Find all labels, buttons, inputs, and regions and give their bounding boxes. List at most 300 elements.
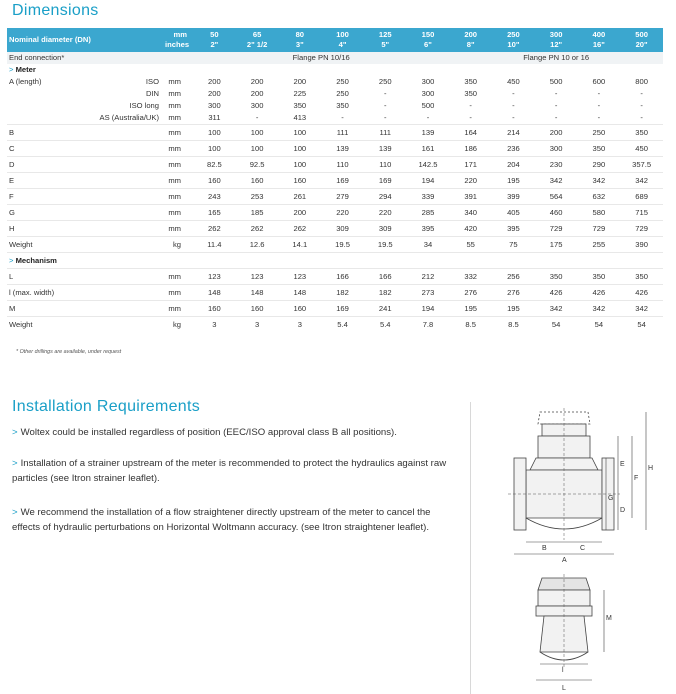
table-cell: 311 [208,113,221,122]
table-cell: 350 [577,141,620,157]
table-row [7,205,663,221]
table-cell: 220 [364,205,407,221]
table-cell: 165 [193,205,236,221]
row-unit: mm [163,285,193,301]
table-cell: 309 [364,221,407,237]
table-cell: 169 [321,301,364,317]
table-cell: 276 [449,285,492,301]
table-row [7,125,663,141]
bullet-arrow-icon: > [12,507,18,518]
table-cell: 729 [535,221,578,237]
table-cell: 100 [278,157,321,173]
table-cell: 5.4 [321,317,364,333]
installation-text: Installation of a strainer upstream of the meter is recommended to protect the hydraulics against raw particles (see Itron strainer leaflet). [12,458,447,484]
table-cell: 276 [492,285,535,301]
row-label [7,100,79,112]
table-cell: 450 [507,77,520,86]
row-standard: ISO long [129,101,160,110]
table-cell: 212 [407,269,450,285]
section-arrow-icon: > [9,65,14,74]
table-cell: - [597,101,601,110]
row-unit: mm [163,141,193,157]
table-cell: 54 [577,317,620,333]
table-cell: 54 [620,317,663,333]
dimension-label: F [634,475,639,482]
table-cell: 342 [535,301,578,317]
row-label: F [7,189,79,205]
unit-mm: mm [173,30,188,39]
table-cell: - [469,113,472,122]
size-mm: 100 [336,30,349,39]
table-cell: - [640,113,643,122]
table-cell: 204 [492,157,535,173]
table-cell: 200 [293,77,307,86]
table-cell: 294 [364,189,407,205]
table-cell: 632 [577,189,620,205]
table-cell: 100 [236,141,279,157]
table-cell: 350 [464,89,478,98]
table-cell: 390 [620,237,663,253]
table-cell: - [255,113,259,122]
table-cell: 7.8 [407,317,450,333]
table-cell: 357.5 [620,157,663,173]
table-cell: 262 [278,221,321,237]
table-cell: 262 [193,221,236,237]
table-cell: 420 [449,221,492,237]
table-cell: - [640,101,643,110]
table-cell: 100 [278,125,321,141]
dimensions-title: Dimensions [12,2,99,19]
dimensions-table [7,28,663,332]
row-unit: kg [163,237,193,253]
table-row [7,221,663,237]
row-unit: mm [163,173,193,189]
row-label: L [7,269,163,285]
table-cell: 250 [577,125,620,141]
table-cell: 110 [364,157,407,173]
table-cell: 350 [293,101,307,110]
row-unit: mm [163,157,193,173]
size-mm: 200 [464,30,478,39]
table-row [7,285,663,301]
table-cell: 250 [378,77,392,86]
table-cell: 3 [236,317,279,333]
table-cell: - [597,89,601,98]
row-standard [79,173,163,189]
table-cell: 111 [321,125,364,141]
table-cell: 350 [535,269,578,285]
table-cell: 253 [236,189,279,205]
table-cell: 689 [620,189,663,205]
table-cell: 256 [492,269,535,285]
table-cell: 250 [336,89,349,98]
row-standard: ISO [145,77,160,86]
installation-text: Woltex could be installed regardless of position (EEC/ISO approval class B all positions). [20,427,397,438]
row-unit: kg [163,317,193,333]
table-cell: 241 [364,301,407,317]
table-row [7,269,663,285]
row-standard [79,237,163,253]
size-inches: 4" [338,40,347,49]
table-cell: 332 [449,269,492,285]
row-unit: mm [168,89,182,98]
row-standard [79,205,163,221]
table-cell: - [512,113,515,122]
table-cell: 185 [236,205,279,221]
table-cell: 290 [577,157,620,173]
unit-inches: inches [165,40,190,49]
table-cell: 300 [421,89,435,98]
table-cell: 160 [278,301,321,317]
header-size [407,28,450,52]
installation-item-straightener [12,505,452,535]
table-cell: 92.5 [236,157,279,173]
table-cell: 161 [407,141,450,157]
table-cell: 142.5 [407,157,450,173]
size-inches: 2" 1/2 [246,40,268,49]
table-cell: 148 [278,285,321,301]
table-cell: 729 [577,221,620,237]
table-cell: 182 [321,285,364,301]
header-size [492,28,535,52]
table-cell: 123 [193,269,236,285]
table-cell: 160 [193,301,236,317]
table-cell: 175 [535,237,578,253]
installation-item-strainer [12,456,452,486]
size-inches: 6" [424,40,432,49]
installation-text: We recommend the installation of a flow straightener directly upstream of the meter to cancel the effects of hydraulic perturbations on Horizontal Woltmann accuracy. (see Itron straightener leaflet). [12,507,431,533]
table-cell: - [554,113,558,122]
header-size [193,28,236,52]
table-cell: 413 [293,113,307,122]
table-cell: 350 [577,269,620,285]
row-label: D [7,157,79,173]
installation-item-position [12,425,452,440]
table-cell: 250 [336,77,349,86]
table-cell: 220 [449,173,492,189]
size-mm: 50 [210,30,219,39]
row-unit: mm [163,125,193,141]
size-inches: 12" [550,40,563,49]
row-unit: mm [168,101,182,110]
dimension-label: D [620,507,626,514]
dimension-label: E [620,461,625,468]
size-inches: 5" [381,40,390,49]
row-label: B [7,125,79,141]
row-standard [79,189,163,205]
row-label: E [7,173,79,189]
table-cell: 3 [278,317,321,333]
dimension-label: B [542,545,547,552]
table-cell: 200 [278,205,321,221]
dimension-label: G [608,495,614,502]
dimension-label: A [562,557,567,564]
column-divider [470,402,471,694]
table-cell: 261 [278,189,321,205]
table-cell: 166 [321,269,364,285]
table-cell: 225 [293,89,307,98]
table-cell: 262 [236,221,279,237]
table-cell: 399 [492,189,535,205]
table-cell: 426 [620,285,663,301]
table-cell: 139 [407,125,450,141]
size-mm: 65 [252,30,262,39]
bullet-arrow-icon: > [12,427,18,438]
size-inches: 16" [592,40,605,49]
header-size [620,28,663,52]
table-cell: 342 [535,173,578,189]
table-cell: 54 [535,317,578,333]
row-standard: AS (Australia/UK) [99,113,160,122]
mechanism-label: Mechanism [15,256,57,265]
table-row [7,317,663,333]
dimension-label: H [648,465,654,472]
table-cell: 342 [577,301,620,317]
row-unit: mm [168,113,182,122]
table-cell: 214 [492,125,535,141]
table-cell: 55 [449,237,492,253]
row-standard: DIN [145,89,160,98]
table-cell: 169 [364,173,407,189]
table-cell: 729 [620,221,663,237]
row-standard [79,221,163,237]
table-cell: 160 [236,173,279,189]
table-row [7,189,663,205]
row-unit: mm [163,301,193,317]
table-row [7,173,663,189]
table-cell: 285 [407,205,450,221]
size-mm: 125 [378,30,392,39]
table-cell: 342 [620,301,663,317]
table-cell: 19.5 [321,237,364,253]
table-cell: 148 [236,285,279,301]
table-cell: 100 [193,125,236,141]
table-cell: 340 [449,205,492,221]
table-cell: 200 [250,89,264,98]
table-cell: 350 [336,101,349,110]
end-connection-small: Flange PN 10/16 [193,52,449,64]
size-inches: 8" [466,40,475,49]
table-cell: 160 [193,173,236,189]
meter-section-label [7,64,663,76]
table-cell: 255 [577,237,620,253]
table-cell: 3 [193,317,236,333]
table-cell: 300 [250,101,264,110]
mechanism-head [538,590,590,606]
table-cell: 148 [193,285,236,301]
table-cell: 220 [321,205,364,221]
table-cell: 169 [321,173,364,189]
table-cell: 800 [635,77,648,86]
row-unit: mm [163,189,193,205]
meter-technical-drawing [478,400,674,694]
table-cell: 426 [577,285,620,301]
table-cell: 195 [449,301,492,317]
table-cell: - [469,101,472,110]
table-row [7,141,663,157]
table-cell: 200 [208,77,221,86]
size-inches: 20" [635,40,648,49]
table-cell: 200 [208,89,221,98]
table-cell: - [383,113,387,122]
dimension-label: l [562,667,564,674]
row-label: Weight [7,317,163,333]
table-cell: 350 [464,77,478,86]
installation-title: Installation Requirements [12,398,201,415]
size-mm: 500 [635,30,648,39]
row-label: M [7,301,163,317]
table-cell: 236 [492,141,535,157]
table-row [7,76,663,88]
table-cell: 500 [549,77,563,86]
table-cell: 19.5 [364,237,407,253]
table-cell: 300 [421,77,435,86]
table-cell: 391 [449,189,492,205]
table-cell: 426 [535,285,578,301]
table-cell: 309 [321,221,364,237]
table-cell: 460 [535,205,578,221]
table-cell: 160 [278,173,321,189]
table-cell: 182 [364,285,407,301]
table-cell: 350 [620,125,663,141]
end-connection-label: End connection* [7,52,193,64]
table-cell: 171 [449,157,492,173]
header-size [236,28,279,52]
table-cell: 194 [407,301,450,317]
header-units [163,28,193,52]
table-cell: - [383,89,387,98]
table-cell: 195 [492,301,535,317]
end-connection-large: Flange PN 10 or 16 [449,52,663,64]
dimension-label: M [606,615,612,622]
header-size [321,28,364,52]
section-arrow-icon: > [9,256,14,265]
size-mm: 80 [295,30,305,39]
table-cell: 100 [278,141,321,157]
table-cell: 350 [620,269,663,285]
table-cell: 273 [407,285,450,301]
row-label [7,112,79,125]
table-row [7,237,663,253]
table-cell: 164 [449,125,492,141]
table-row [7,301,663,317]
size-inches: 3" [295,40,304,49]
table-cell: - [341,113,344,122]
table-cell: - [554,101,558,110]
table-cell: - [640,89,643,98]
table-cell: 450 [620,141,663,157]
table-cell: 715 [620,205,663,221]
table-cell: 395 [407,221,450,237]
table-cell: 200 [250,77,264,86]
table-cell: 139 [364,141,407,157]
table-cell: 123 [236,269,279,285]
row-label: C [7,141,79,157]
row-label: Weight [7,237,79,253]
table-cell: - [512,89,515,98]
table-cell: 279 [321,189,364,205]
table-cell: 8.5 [492,317,535,333]
table-cell: 300 [535,141,578,157]
table-cell: 342 [577,173,620,189]
table-cell: 82.5 [193,157,236,173]
table-cell: 395 [492,221,535,237]
size-inches: 2" [210,40,219,49]
row-label: G [7,205,79,221]
table-cell: - [597,113,601,122]
table-cell: 12.6 [236,237,279,253]
dimension-label: C [580,545,586,552]
row-standard [79,157,163,173]
row-label: l (max. width) [7,285,163,301]
table-cell: - [383,101,387,110]
row-standard [79,125,163,141]
table-cell: 600 [592,77,606,86]
table-cell: 194 [407,173,450,189]
table-cell: 186 [449,141,492,157]
row-standard [79,141,163,157]
table-row [7,112,663,125]
table-cell: 111 [364,125,407,141]
table-cell: 564 [535,189,578,205]
table-cell: 8.5 [449,317,492,333]
dimension-label: L [562,685,566,692]
header-size [278,28,321,52]
table-cell: 200 [535,125,578,141]
end-connection-row [7,52,663,64]
table-cell: 230 [535,157,578,173]
table-cell: 405 [492,205,535,221]
row-label [7,88,79,100]
table-cell: 160 [236,301,279,317]
table-cell: 123 [278,269,321,285]
table-footnote: * Other drillings are available, under request [16,349,122,355]
table-cell: 11.4 [193,237,236,253]
table-cell: 34 [407,237,450,253]
row-label: H [7,221,79,237]
table-cell: 166 [364,269,407,285]
table-cell: 5.4 [364,317,407,333]
row-unit: mm [163,221,193,237]
header-row [7,28,663,52]
row-label: A (length) [9,77,42,86]
table-cell: 100 [193,141,236,157]
header-size [449,28,492,52]
nominal-diameter-label: Nominal diameter (DN) [7,28,163,52]
table-cell: 139 [321,141,364,157]
size-mm: 250 [507,30,520,39]
header-size [535,28,578,52]
table-cell: 580 [577,205,620,221]
size-mm: 400 [592,30,606,39]
table-cell: - [512,101,515,110]
table-row [7,100,663,112]
header-size [364,28,407,52]
size-mm: 150 [421,30,435,39]
row-unit: mm [163,269,193,285]
row-unit: mm [163,205,193,221]
table-cell: 500 [421,101,435,110]
table-cell: 195 [492,173,535,189]
row-unit: mm [168,77,182,86]
table-row [7,157,663,173]
table-cell: 300 [208,101,221,110]
table-cell: 342 [620,173,663,189]
size-inches: 10" [507,40,520,49]
mechanism-section-row [7,253,663,269]
table-row [7,88,663,100]
table-cell: - [554,89,558,98]
